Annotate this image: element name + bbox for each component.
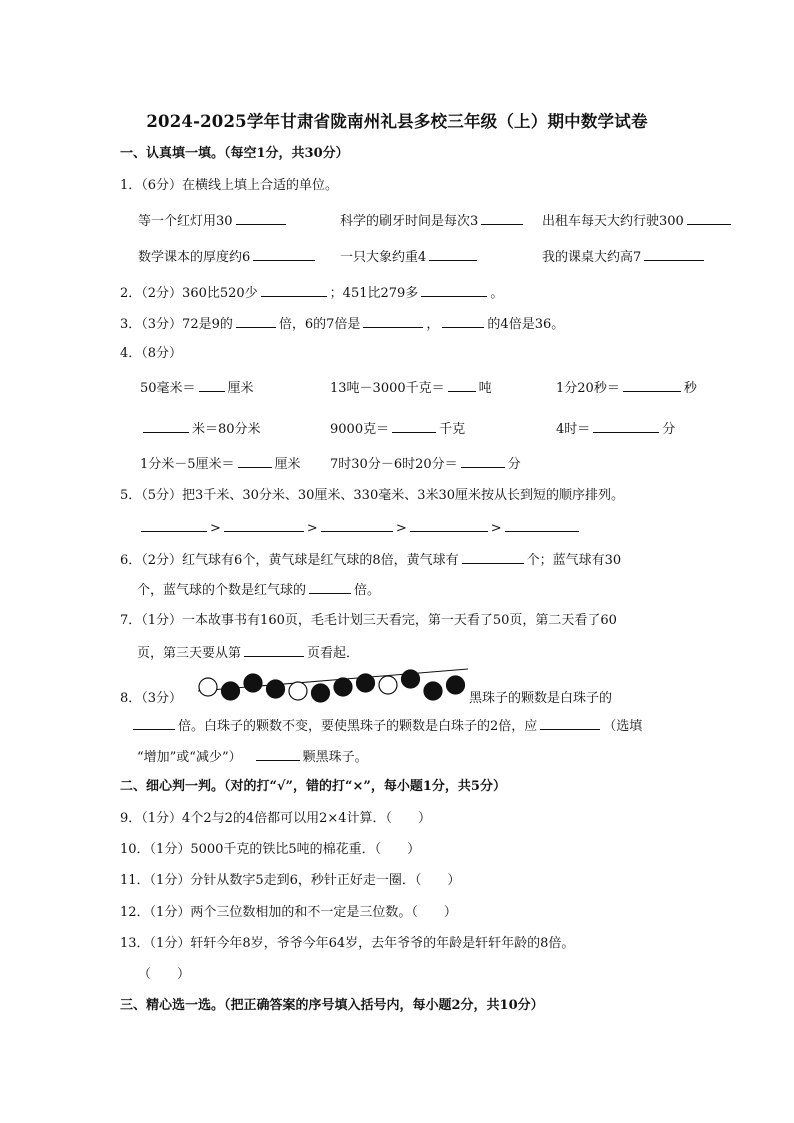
- question-13-line-2: （ ）: [138, 967, 191, 982]
- answer-blank[interactable]: [687, 212, 731, 225]
- q1-item-c: 出租车每天大约行驶300: [542, 212, 734, 230]
- black-bead: [267, 680, 285, 698]
- question-5-stem: 5．（5分）把3千米、30分米、30厘米、330毫米、3米30厘米按从长到短的顺序排列。: [120, 488, 625, 503]
- question-12: 12．（1分）两个三位数相加的和不一定是三位数。（ ）: [120, 905, 457, 920]
- answer-blank[interactable]: [392, 420, 436, 433]
- q4-r2-a: 米＝80分米: [140, 420, 261, 438]
- question-2: 2．（2分）360比520少 ；451比279多 。: [120, 286, 504, 301]
- q1-item-f: 我的课桌大约高7: [542, 248, 707, 266]
- answer-blank[interactable]: [448, 379, 476, 392]
- answer-blank[interactable]: [540, 717, 600, 730]
- answer-blank[interactable]: [236, 315, 276, 328]
- question-8-line-2: 倍。白珠子的颗数不变，要使黑珠子的颗数是白珠子的2倍，应 （选填: [130, 717, 642, 735]
- answer-blank[interactable]: [505, 519, 579, 532]
- answer-blank[interactable]: [461, 455, 505, 468]
- answer-blank[interactable]: [363, 315, 423, 328]
- question-6-line-1: 6．（2分）红气球有6个，黄气球是红气球的8倍，黄气球有 个；蓝气球有30: [120, 553, 622, 568]
- answer-blank[interactable]: [143, 420, 189, 433]
- answer-blank[interactable]: [244, 644, 304, 657]
- black-bead: [402, 670, 420, 688]
- question-3: 3．（3分）72是9的 倍，6的7倍是 ， 的4倍是36。: [120, 317, 565, 332]
- question-10: 10．（1分）5000千克的铁比5吨的棉花重．（ ）: [120, 842, 421, 857]
- question-7-line-1: 7．（1分）一本故事书有160页，毛毛计划三天看完，第一天看了50页，第二天看了60: [120, 613, 617, 628]
- answer-blank[interactable]: [133, 717, 175, 730]
- question-13-line-1: 13．（1分）轩轩今年8岁，爷爷今年64岁，去年爷爷的年龄是轩轩年龄的8倍。: [120, 936, 575, 951]
- q1-item-a: 等一个红灯用30: [138, 212, 289, 230]
- answer-blank[interactable]: [321, 519, 393, 532]
- q4-r1-b: 13吨－3000千克＝ 吨: [330, 381, 492, 396]
- q4-r1-a: 50毫米＝ 厘米: [140, 381, 254, 396]
- section-1-heading: 一、认真填一填。（每空1分，共30分）: [120, 146, 349, 161]
- q4-r3-b: 7时30分－6时20分＝ 分: [330, 457, 521, 472]
- q1-item-b: 科学的刷牙时间是每次3: [340, 212, 526, 230]
- answer-blank[interactable]: [429, 248, 477, 261]
- answer-blank[interactable]: [442, 315, 484, 328]
- section-3-heading: 三、精心选一选。（把正确答案的序号填入括号内，每小题2分，共10分）: [120, 998, 544, 1013]
- question-11: 11．（1分）分针从数字5走到6，秒针正好走一圈．（ ）: [120, 873, 461, 888]
- question-4-stem: 4．（8分）: [120, 346, 183, 361]
- q4-r2-c: 4时＝ 分: [556, 422, 676, 437]
- q1-item-e: 一只大象约重4: [340, 248, 480, 266]
- answer-blank[interactable]: [309, 581, 351, 594]
- black-bead: [357, 674, 375, 692]
- answer-blank[interactable]: [410, 519, 488, 532]
- black-bead: [334, 678, 352, 696]
- exam-title: 2024-2025学年甘肃省陇南州礼县多校三年级（上）期中数学试卷: [146, 112, 648, 131]
- answer-blank[interactable]: [261, 284, 327, 297]
- black-bead: [312, 684, 330, 702]
- white-bead: [199, 678, 217, 696]
- question-1-stem: 1．（6分）在横线上填上合适的单位。: [120, 178, 339, 193]
- white-bead: [289, 682, 307, 700]
- question-9: 9．（1分）4个2与2的4倍都可以用2×4计算．（ ）: [120, 811, 432, 826]
- q4-r2-b: 9000克＝ 千克: [330, 422, 466, 437]
- black-bead: [222, 682, 240, 700]
- black-bead: [244, 674, 262, 692]
- white-bead: [379, 676, 397, 694]
- question-8-label: 8．（3分）: [120, 691, 183, 706]
- answer-blank[interactable]: [141, 519, 207, 532]
- answer-blank[interactable]: [481, 212, 523, 225]
- answer-blank[interactable]: [256, 748, 300, 761]
- question-8-text-a: 黑珠子的颗数是白珠子的: [469, 691, 613, 706]
- answer-blank[interactable]: [236, 212, 286, 225]
- answer-blank[interactable]: [199, 379, 225, 392]
- black-bead: [447, 676, 465, 694]
- answer-blank[interactable]: [253, 248, 315, 261]
- answer-blank[interactable]: [238, 455, 272, 468]
- q4-r1-c: 1分20秒＝ 秒: [556, 381, 697, 396]
- question-7-line-2: 页，第三天要从第 页看起．: [137, 646, 360, 661]
- q5-order-row: > > > >: [138, 519, 582, 537]
- answer-blank[interactable]: [462, 551, 524, 564]
- question-6-line-2: 个，蓝气球的个数是红气球的 倍。: [137, 583, 381, 598]
- bead-string-figure: [196, 665, 472, 705]
- answer-blank[interactable]: [224, 519, 304, 532]
- question-8-line-3: “增加”或“减少”） 颗黑珠子。: [137, 750, 368, 765]
- answer-blank[interactable]: [644, 248, 704, 261]
- section-2-heading: 二、细心判一判。（对的打“√”，错的打“×”，每小题1分，共5分）: [120, 779, 506, 794]
- answer-blank[interactable]: [421, 284, 487, 297]
- q1-item-d: 数学课本的厚度约6: [138, 248, 318, 266]
- answer-blank[interactable]: [593, 420, 659, 433]
- answer-blank[interactable]: [623, 379, 681, 392]
- q4-r3-a: 1分米－5厘米＝ 厘米: [140, 457, 301, 472]
- black-bead: [424, 682, 442, 700]
